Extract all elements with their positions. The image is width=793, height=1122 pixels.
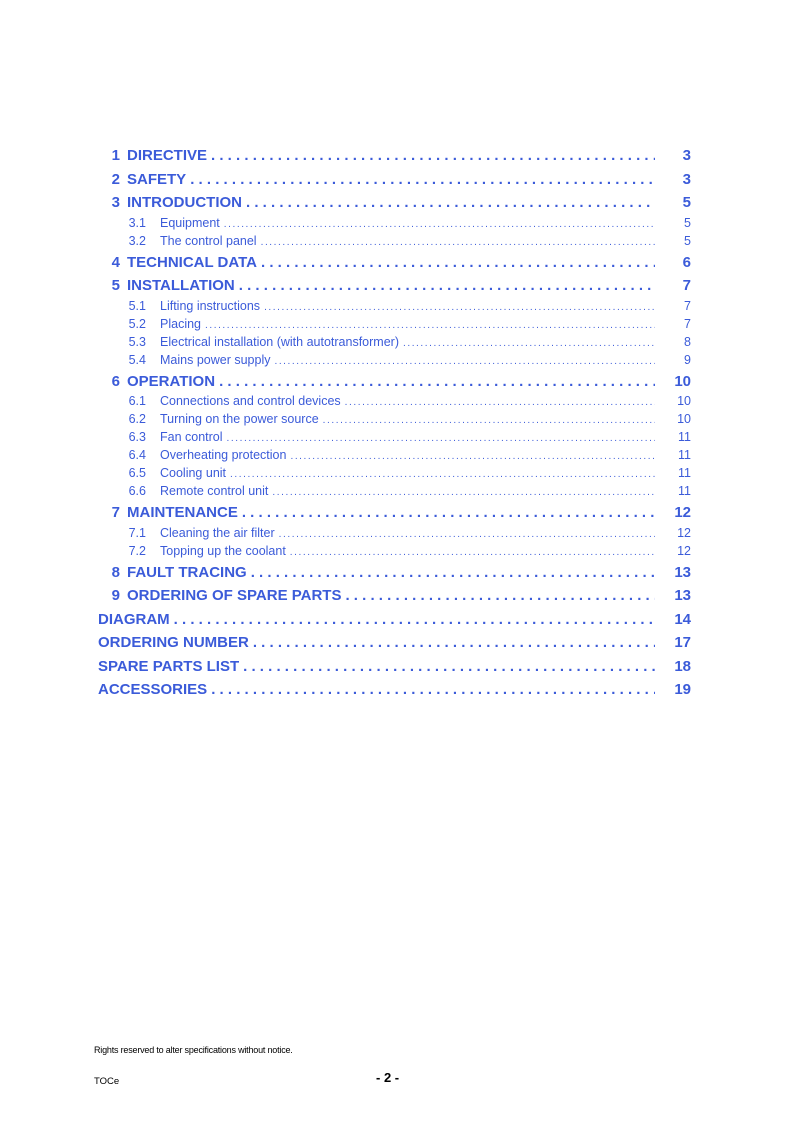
toc-dot-leader bbox=[174, 608, 655, 632]
toc-entry-number: 7 bbox=[111, 504, 120, 521]
toc-subentry[interactable] bbox=[97, 352, 691, 370]
toc-entry-page: 7 bbox=[684, 298, 691, 313]
toc-subentry[interactable] bbox=[97, 215, 691, 233]
toc-entry-page: 10 bbox=[674, 372, 691, 390]
toc-entry-title: Cooling unit bbox=[160, 466, 227, 480]
toc-entry-number: 5.2 bbox=[128, 316, 146, 331]
toc-entry[interactable] bbox=[97, 251, 691, 275]
toc-dot-leader bbox=[230, 466, 655, 483]
toc-entry-page: 17 bbox=[674, 634, 691, 651]
toc-entry-page: 12 bbox=[677, 543, 691, 558]
rights-notice: Rights reserved to alter specifications without notice. bbox=[94, 1045, 293, 1055]
toc-entry-page: 11 bbox=[678, 484, 691, 498]
toc-subentry[interactable] bbox=[97, 233, 691, 251]
toc-entry-title: FAULT TRACING bbox=[127, 563, 247, 581]
toc-entry-title: TECHNICAL DATA bbox=[127, 253, 257, 271]
toc-dot-leader bbox=[261, 234, 655, 251]
toc-dot-leader bbox=[205, 317, 655, 334]
page-number: - 2 - bbox=[376, 1070, 400, 1085]
toc-entry-title: Connections and control devices bbox=[160, 394, 341, 408]
toc-entry-number: 3.2 bbox=[128, 233, 146, 248]
table-of-contents bbox=[97, 144, 691, 702]
toc-entry-page: 13 bbox=[674, 587, 691, 604]
document-code: TOCe bbox=[94, 1076, 120, 1087]
toc-subentry[interactable] bbox=[97, 334, 691, 352]
toc-entry-title: Remote control unit bbox=[160, 484, 269, 498]
toc-entry-title: DIAGRAM bbox=[98, 610, 170, 628]
toc-entry-title: Topping up the coolant bbox=[160, 543, 286, 558]
toc-subentry[interactable] bbox=[97, 393, 691, 411]
toc-entry[interactable] bbox=[97, 191, 691, 215]
toc-entry-title: Lifting instructions bbox=[160, 298, 261, 313]
toc-entry-number: 3.1 bbox=[128, 215, 146, 230]
toc-entry-title: The control panel bbox=[160, 233, 257, 248]
toc-dot-leader bbox=[272, 484, 655, 501]
toc-entry-page: 13 bbox=[674, 563, 691, 581]
toc-entry-page: 5 bbox=[682, 194, 691, 211]
toc-entry[interactable] bbox=[97, 678, 691, 702]
toc-entry-number: 3 bbox=[111, 194, 120, 211]
toc-entry[interactable] bbox=[97, 655, 691, 679]
toc-dot-leader bbox=[261, 251, 655, 275]
toc-subentry[interactable] bbox=[97, 429, 691, 447]
toc-entry-page: 11 bbox=[678, 448, 691, 462]
toc-entry-number: 7.2 bbox=[128, 543, 146, 558]
toc-entry-number: 6.3 bbox=[128, 430, 146, 444]
toc-entry-title: OPERATION bbox=[127, 372, 216, 390]
toc-entry-page: 18 bbox=[674, 657, 691, 675]
toc-dot-leader bbox=[251, 561, 655, 585]
toc-subentry[interactable] bbox=[97, 483, 691, 501]
toc-entry-title: Fan control bbox=[160, 430, 223, 444]
toc-entry-number: 8 bbox=[111, 563, 120, 581]
toc-entry-page: 7 bbox=[682, 277, 691, 294]
toc-dot-leader bbox=[219, 370, 655, 394]
toc-entry-title: Mains power supply bbox=[160, 352, 271, 367]
toc-entry-title: ACCESSORIES bbox=[98, 681, 208, 698]
toc-entry-page: 14 bbox=[674, 610, 691, 628]
toc-dot-leader bbox=[403, 335, 655, 352]
toc-entry-page: 3 bbox=[682, 147, 691, 164]
toc-entry-title: Electrical installation (with autotransformer) bbox=[160, 334, 399, 349]
toc-entry-number: 6.6 bbox=[128, 484, 146, 498]
toc-dot-leader bbox=[190, 168, 655, 192]
toc-dot-leader bbox=[323, 412, 655, 429]
toc-entry-title: Turning on the power source bbox=[160, 412, 319, 426]
toc-dot-leader bbox=[239, 274, 655, 298]
toc-entry-number: 2 bbox=[111, 170, 120, 188]
toc-entry-page: 11 bbox=[678, 430, 691, 444]
toc-entry-title: SAFETY bbox=[127, 170, 187, 188]
toc-entry[interactable] bbox=[97, 584, 691, 608]
toc-entry-title: SPARE PARTS LIST bbox=[98, 657, 240, 675]
toc-subentry[interactable] bbox=[97, 316, 691, 334]
toc-subentry[interactable] bbox=[97, 543, 691, 561]
toc-dot-leader bbox=[242, 501, 655, 525]
toc-entry-page: 12 bbox=[674, 504, 691, 521]
toc-dot-leader bbox=[274, 353, 655, 370]
toc-entry-title: ORDERING NUMBER bbox=[98, 634, 249, 651]
toc-entry-number: 6.5 bbox=[128, 466, 146, 480]
toc-entry-page: 5 bbox=[684, 215, 691, 230]
toc-dot-leader bbox=[279, 526, 655, 543]
toc-dot-leader bbox=[243, 655, 655, 679]
toc-entry-title: Overheating protection bbox=[160, 448, 287, 462]
toc-entry-number: 4 bbox=[111, 253, 120, 271]
toc-entry-title: MAINTENANCE bbox=[127, 504, 238, 521]
toc-entry-page: 3 bbox=[682, 170, 691, 188]
toc-entry[interactable] bbox=[97, 561, 691, 585]
toc-entry-number: 6.4 bbox=[128, 448, 146, 462]
toc-subentry[interactable] bbox=[97, 411, 691, 429]
toc-dot-leader bbox=[264, 299, 655, 316]
toc-entry-title: ORDERING OF SPARE PARTS bbox=[127, 587, 342, 604]
toc-dot-leader bbox=[211, 678, 655, 702]
toc-entry-number: 5.3 bbox=[128, 334, 146, 349]
toc-subentry[interactable] bbox=[97, 465, 691, 483]
toc-entry-page: 11 bbox=[678, 466, 691, 480]
toc-dot-leader bbox=[290, 544, 655, 561]
toc-entry-number: 5.1 bbox=[128, 298, 146, 313]
toc-entry[interactable] bbox=[97, 501, 691, 525]
toc-entry[interactable] bbox=[97, 144, 691, 168]
toc-entry-number: 9 bbox=[111, 587, 120, 604]
toc-dot-leader bbox=[211, 144, 655, 168]
toc-entry-page: 8 bbox=[684, 334, 691, 349]
toc-dot-leader bbox=[290, 448, 655, 465]
toc-entry-title: Placing bbox=[160, 316, 201, 331]
toc-entry[interactable] bbox=[97, 274, 691, 298]
toc-entry-number: 6.1 bbox=[128, 394, 146, 408]
toc-entry-page: 5 bbox=[684, 233, 691, 248]
toc-dot-leader bbox=[345, 394, 655, 411]
toc-entry-title: Equipment bbox=[160, 215, 220, 230]
toc-entry-title: DIRECTIVE bbox=[127, 147, 208, 164]
toc-entry-page: 6 bbox=[682, 253, 691, 271]
toc-entry-title: INSTALLATION bbox=[127, 277, 235, 294]
toc-entry[interactable] bbox=[97, 631, 691, 655]
toc-entry[interactable] bbox=[97, 168, 691, 192]
toc-entry[interactable] bbox=[97, 608, 691, 632]
toc-entry-page: 10 bbox=[677, 394, 691, 408]
toc-entry-page: 10 bbox=[677, 412, 691, 426]
toc-dot-leader bbox=[345, 584, 655, 608]
toc-subentry[interactable] bbox=[97, 298, 691, 316]
toc-subentry[interactable] bbox=[97, 525, 691, 543]
toc-entry-number: 5 bbox=[111, 277, 120, 294]
toc-entry-page: 12 bbox=[677, 525, 691, 540]
toc-dot-leader bbox=[227, 430, 655, 447]
toc-entry-page: 9 bbox=[684, 352, 691, 367]
toc-entry-number: 1 bbox=[111, 147, 120, 164]
toc-dot-leader bbox=[224, 216, 655, 233]
toc-entry-page: 7 bbox=[684, 316, 691, 331]
toc-entry-title: INTRODUCTION bbox=[127, 194, 242, 211]
toc-dot-leader bbox=[246, 191, 655, 215]
toc-entry[interactable] bbox=[97, 370, 691, 394]
toc-entry-number: 7.1 bbox=[128, 525, 146, 540]
toc-entry-number: 6 bbox=[111, 372, 120, 390]
toc-entry-number: 5.4 bbox=[128, 352, 146, 367]
toc-entry-title: Cleaning the air filter bbox=[160, 525, 275, 540]
toc-dot-leader bbox=[253, 631, 655, 655]
toc-entry-number: 6.2 bbox=[128, 412, 146, 426]
toc-subentry[interactable] bbox=[97, 447, 691, 465]
toc-entry-page: 19 bbox=[674, 681, 691, 698]
